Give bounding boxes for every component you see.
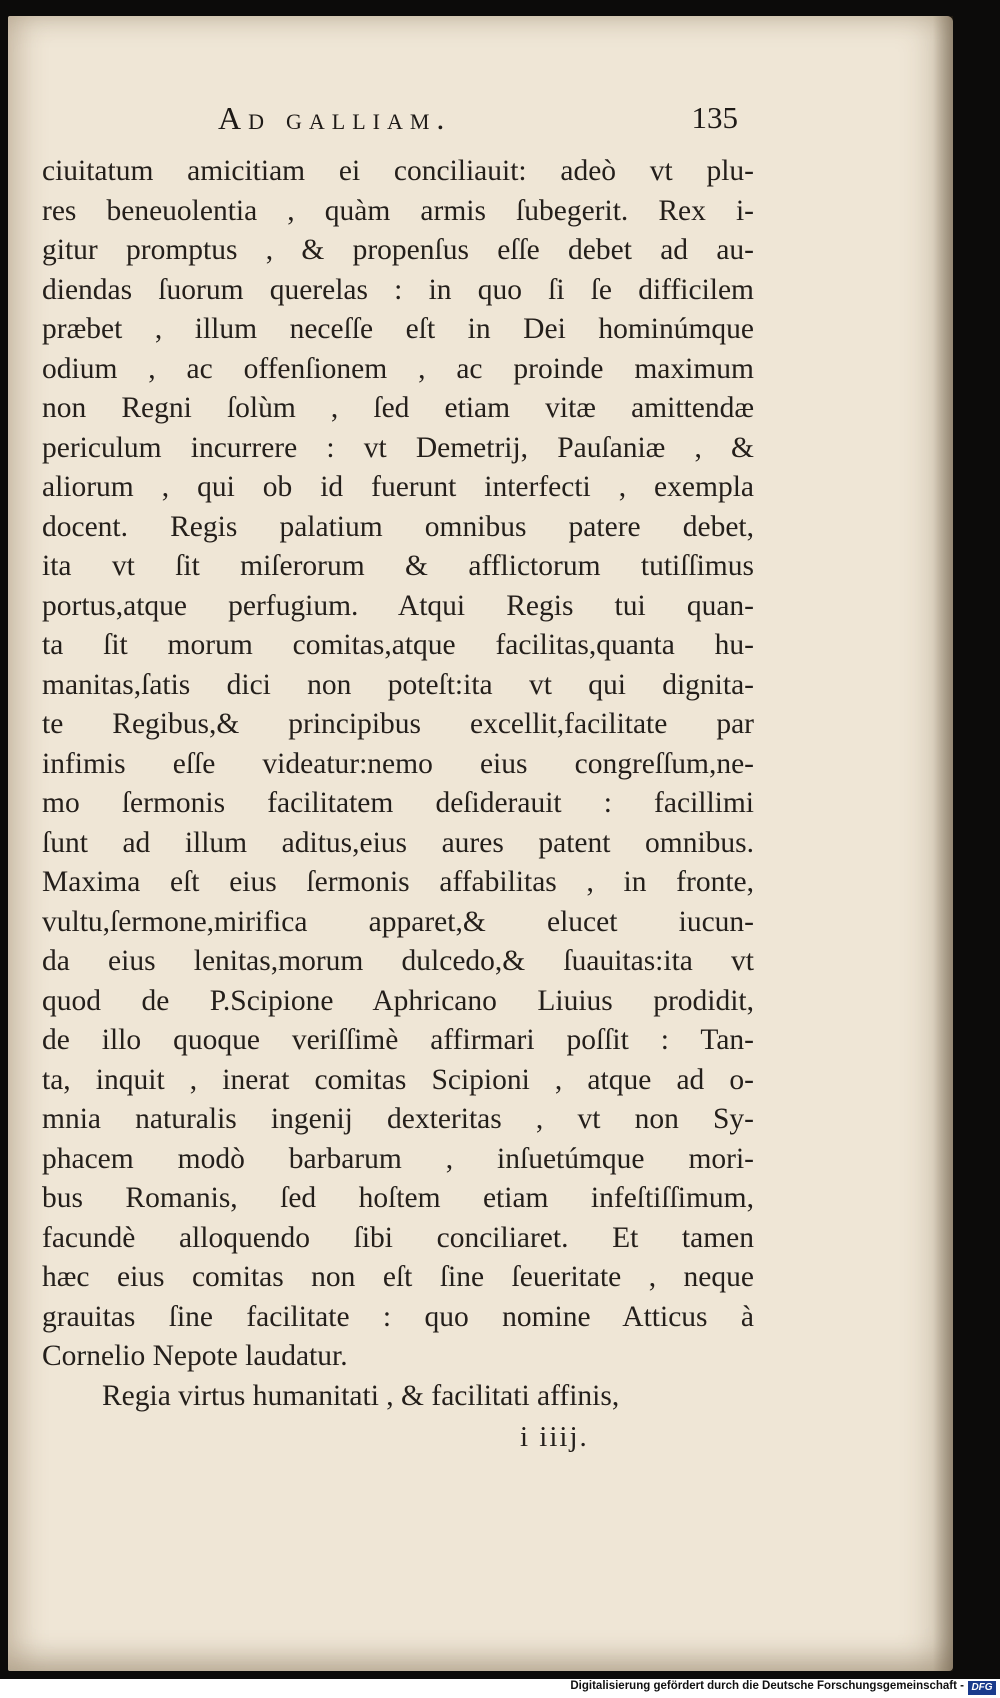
text-line: mnia naturalis ingenij dexteritas , vt non Sy- — [42, 1103, 754, 1135]
text-line: res beneuolentia , quàm armis ſubegerit. Rex i- — [42, 194, 754, 227]
text-line: facundè alloquendo ſibi conciliaret. Et tamen — [42, 1221, 754, 1254]
text-line: quod de P.Scipione Aphricano Liuius prodidit, — [42, 984, 754, 1017]
text-line: infimis eſſe videatur:nemo eius congreſſum,ne- — [42, 747, 754, 780]
text-line: gitur promptus , & propenſus eſſe debet ad au- — [42, 234, 754, 266]
text-line: phacem modò barbarum , inſuetúmque mori- — [42, 1142, 754, 1175]
text-line: odium , ac offenſionem , ac proinde maximum — [42, 352, 754, 385]
text-line: ciuitatum amicitiam ei conciliauit: adeò vt plu- — [42, 155, 754, 187]
text-line: diendas ſuorum querelas : in quo ſi ſe difficilem — [42, 273, 754, 306]
text-line: vultu,ſermone,mirifica apparet,& elucet iucun- — [42, 905, 754, 938]
digitization-footer — [0, 1679, 1000, 1698]
running-head-title: Ad galliam. — [218, 100, 452, 136]
text-line: ta ſit morum comitas,atque facilitas,quanta hu- — [42, 629, 754, 661]
text-line: non Regni ſolùm , ſed etiam vitæ amittendæ — [42, 392, 754, 424]
running-head — [218, 100, 738, 140]
text-line: da eius lenitas,morum dulcedo,& ſuauitas:ita vt — [42, 945, 754, 977]
text-line: manitas,ſatis dici non poteſt:ita vt qui dignita- — [42, 668, 754, 701]
text-line: bus Romanis, ſed hoſtem etiam infeſtiſſimum, — [42, 1182, 754, 1214]
text-line: grauitas ſine facilitate : quo nomine Atticus à — [42, 1300, 754, 1333]
text-line: portus,atque perfugium. Atqui Regis tui quan- — [42, 589, 754, 622]
text-line: periculum incurrere : vt Demetrij, Pauſaniæ , & — [42, 431, 754, 464]
body-text — [42, 152, 754, 1416]
book-page — [8, 16, 953, 1671]
text-line: Regia virtus humanitati , & facilitati affinis, — [102, 1379, 620, 1412]
text-line: Maxima eſt eius ſermonis affabilitas , in fronte, — [42, 866, 754, 898]
dfg-logo: DFG — [968, 1681, 996, 1695]
text-line: aliorum , qui ob id fuerunt interfecti , exempla — [42, 471, 754, 503]
text-line: docent. Regis palatium omnibus patere debet, — [42, 510, 754, 543]
text-line: hæc eius comitas non eſt ſine ſeueritate , neque — [42, 1261, 754, 1293]
signature-mark: i iiij. — [520, 1421, 589, 1453]
page-number: 135 — [691, 100, 738, 135]
funding-credit: Digitalisierung gefördert durch die Deutsche Forschungsgemeinschaft - — [570, 1680, 964, 1692]
text-line: Cornelio Nepote laudatur. — [42, 1340, 348, 1372]
text-line: te Regibus,& principibus excellit,facilitate par — [42, 708, 754, 740]
text-line: præbet , illum neceſſe eſt in Dei hominúmque — [42, 313, 754, 345]
text-line: ta, inquit , inerat comitas Scipioni , atque ad o- — [42, 1063, 754, 1096]
text-line: ita vt ſit miſerorum & afflictorum tutiſſimus — [42, 550, 754, 582]
text-line: de illo quoque veriſſimè affirmari poſſit : Tan- — [42, 1024, 754, 1056]
text-line: ſunt ad illum aditus,eius aures patent omnibus. — [42, 826, 754, 859]
text-line: mo ſermonis facilitatem deſiderauit : facillimi — [42, 787, 754, 819]
